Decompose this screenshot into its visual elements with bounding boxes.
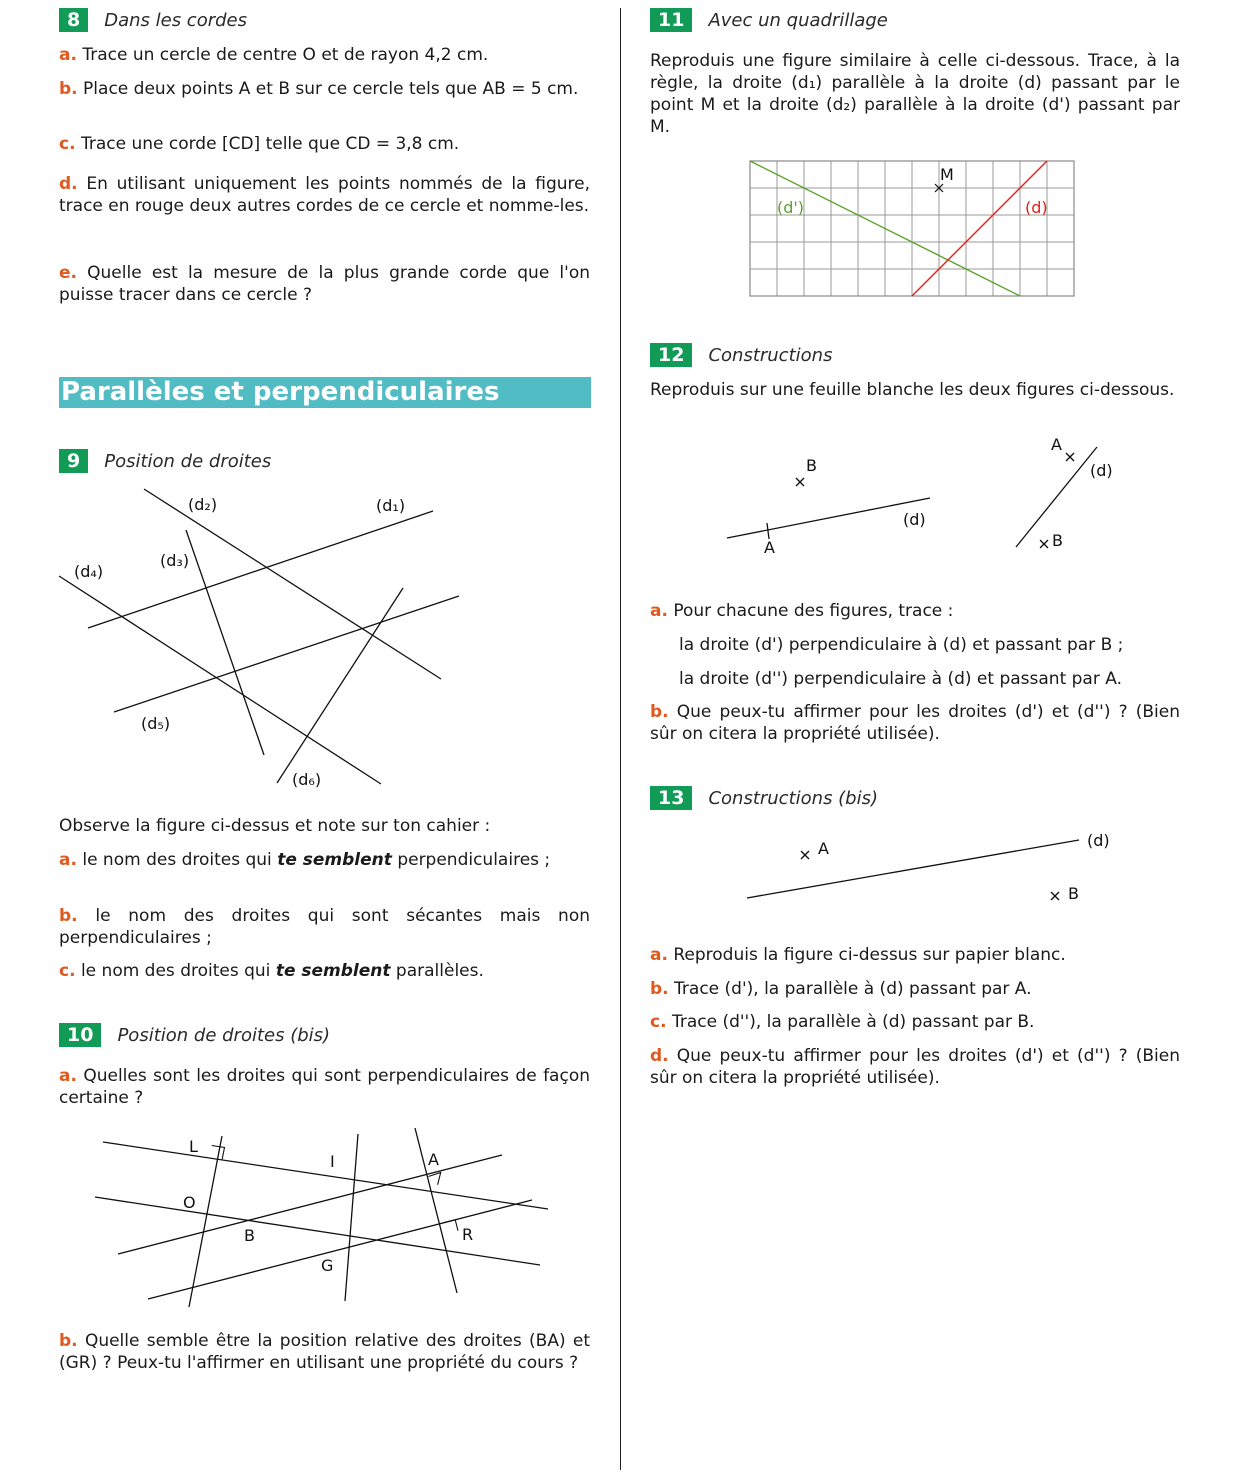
label-I: I (330, 1152, 335, 1171)
question-letter: a. (59, 45, 77, 65)
question-letter: b. (650, 979, 669, 999)
question-letter: d. (59, 174, 78, 194)
exercise-number: 8 (59, 8, 88, 32)
exercise-title: Position de droites (104, 450, 272, 472)
label-M: M (940, 165, 954, 184)
question-13c (650, 1011, 1180, 1033)
exercise-9-intro: Observe la figure ci-dessus et note sur ton cahier : (59, 816, 491, 836)
label-A: A (764, 538, 775, 557)
question-13a (650, 944, 1180, 966)
exercise-title: Constructions (708, 344, 833, 366)
question-text: Quelle est la mesure de la plus grande corde que l'on puisse tracer dans ce cercle ? (59, 263, 591, 305)
question-text: Trace une corde [CD] telle que CD = 3,8 cm. (80, 134, 460, 154)
question-text: Que peux-tu affirmer pour les droites (d') et (d'') ? (Bien sûr on citera la propriété utilisée). (650, 1046, 1180, 1088)
question-text: le nom des droites qui (82, 850, 272, 870)
point-A-cross (801, 851, 809, 859)
label-d3: (d₃) (160, 551, 190, 570)
label-O: O (183, 1193, 196, 1212)
question-emphasis: te semblent (275, 961, 391, 981)
label-d4: (d₄) (74, 562, 104, 581)
label-B: B (806, 456, 817, 475)
section-title: Parallèles et perpendiculaires (59, 377, 591, 408)
exercise-number: 10 (59, 1023, 101, 1047)
exercise-number: 13 (650, 786, 692, 810)
label-d2: (d₂) (188, 495, 218, 514)
exercise-title: Dans les cordes (104, 9, 247, 31)
question-letter: b. (650, 702, 669, 722)
label-B: B (244, 1226, 255, 1245)
question-12a-item-1: la droite (d') perpendiculaire à (d) et passant par B ; (679, 635, 1124, 655)
question-text: le nom des droites qui (80, 961, 271, 981)
question-text: Pour chacune des figures, trace : (673, 601, 954, 621)
label-G: G (321, 1256, 334, 1275)
question-letter: b. (59, 79, 78, 99)
question-text: Place deux points A et B sur ce cercle tels que AB = 5 cm. (83, 79, 579, 99)
label-dprime: (d') (777, 198, 805, 217)
exercise-number: 9 (59, 449, 88, 473)
right-angle-mark-A (428, 1173, 440, 1185)
question-text: le nom des droites qui sont sécantes mais non perpendiculaires ; (59, 906, 590, 948)
question-text: Quelles sont les droites qui sont perpendiculaires de façon certaine ? (59, 1066, 590, 1108)
question-13b (650, 978, 1180, 1000)
question-text: Trace (d''), la parallèle à (d) passant par B. (671, 1012, 1035, 1032)
question-text: parallèles. (395, 961, 484, 981)
label-d: (d) (1025, 198, 1048, 217)
exercise-title: Avec un quadrillage (708, 9, 888, 31)
question-text: perpendiculaires ; (397, 850, 551, 870)
question-text: Que peux-tu affirmer pour les droites (d') et (d'') ? (Bien sûr on citera la propriété utilisée). (650, 702, 1180, 744)
question-text: Quelle semble être la position relative des droites (BA) et (GR) ? Peux-tu l'affirmer en utilisant une propriété du cours ? (59, 1331, 590, 1373)
exercise-number: 11 (650, 8, 692, 32)
exercise-number: 12 (650, 343, 692, 367)
question-text: Trace un cercle de centre O et de rayon 4,2 cm. (82, 45, 489, 65)
line-IG (345, 1134, 358, 1301)
line-GR (148, 1200, 532, 1299)
question-10b (59, 1330, 590, 1374)
exercise-11-text: Reproduis une figure similaire à celle ci-dessous. Trace, à la règle, la droite (d₁) parallèle à la droite (d) passant par le point M et la droite (d₂) parallèle à la droite (d') passant par M. (650, 51, 1180, 137)
label-A: A (1051, 435, 1062, 454)
exercise-title: Position de droites (bis) (117, 1024, 331, 1046)
question-letter: a. (59, 850, 77, 870)
point-B-cross (1051, 892, 1059, 900)
question-text: En utilisant uniquement les points nommés de la figure, trace en rouge deux autres cordes de ce cercle et nomme-les. (59, 174, 590, 216)
right-angle-mark-R (443, 1220, 458, 1231)
label-d6: (d₆) (292, 770, 322, 789)
question-letter: a. (59, 1066, 77, 1086)
question-letter: d. (650, 1046, 669, 1066)
question-letter: c. (59, 961, 76, 981)
question-emphasis: te semblent (277, 850, 392, 870)
label-A: A (818, 839, 829, 858)
label-d: (d) (903, 510, 926, 529)
label-A: A (428, 1150, 439, 1169)
question-13d (650, 1045, 1180, 1089)
label-d1: (d₁) (376, 496, 406, 515)
label-B: B (1068, 884, 1079, 903)
question-text: Reproduis la figure ci-dessus sur papier blanc. (673, 945, 1066, 965)
question-12a-item-2: la droite (d'') perpendiculaire à (d) et passant par A. (679, 669, 1122, 689)
line-d (747, 840, 1079, 898)
question-letter: a. (650, 601, 668, 621)
label-d: (d) (1087, 831, 1110, 850)
question-letter: b. (59, 906, 78, 926)
question-letter: a. (650, 945, 668, 965)
label-R: R (462, 1225, 474, 1244)
exercise-12-text: Reproduis sur une feuille blanche les deux figures ci-dessous. (650, 380, 1175, 400)
line-BA (118, 1155, 502, 1254)
label-d5: (d₅) (141, 714, 171, 733)
line-LA (103, 1142, 548, 1209)
label-d: (d) (1090, 461, 1113, 480)
question-letter: c. (59, 134, 76, 154)
exercise-title: Constructions (bis) (708, 787, 879, 809)
label-L: L (189, 1137, 198, 1156)
label-B: B (1052, 531, 1063, 550)
question-letter: b. (59, 1331, 78, 1351)
question-text: Trace (d'), la parallèle à (d) passant par A. (674, 979, 1032, 999)
question-letter: e. (59, 263, 77, 283)
question-letter: c. (650, 1012, 667, 1032)
